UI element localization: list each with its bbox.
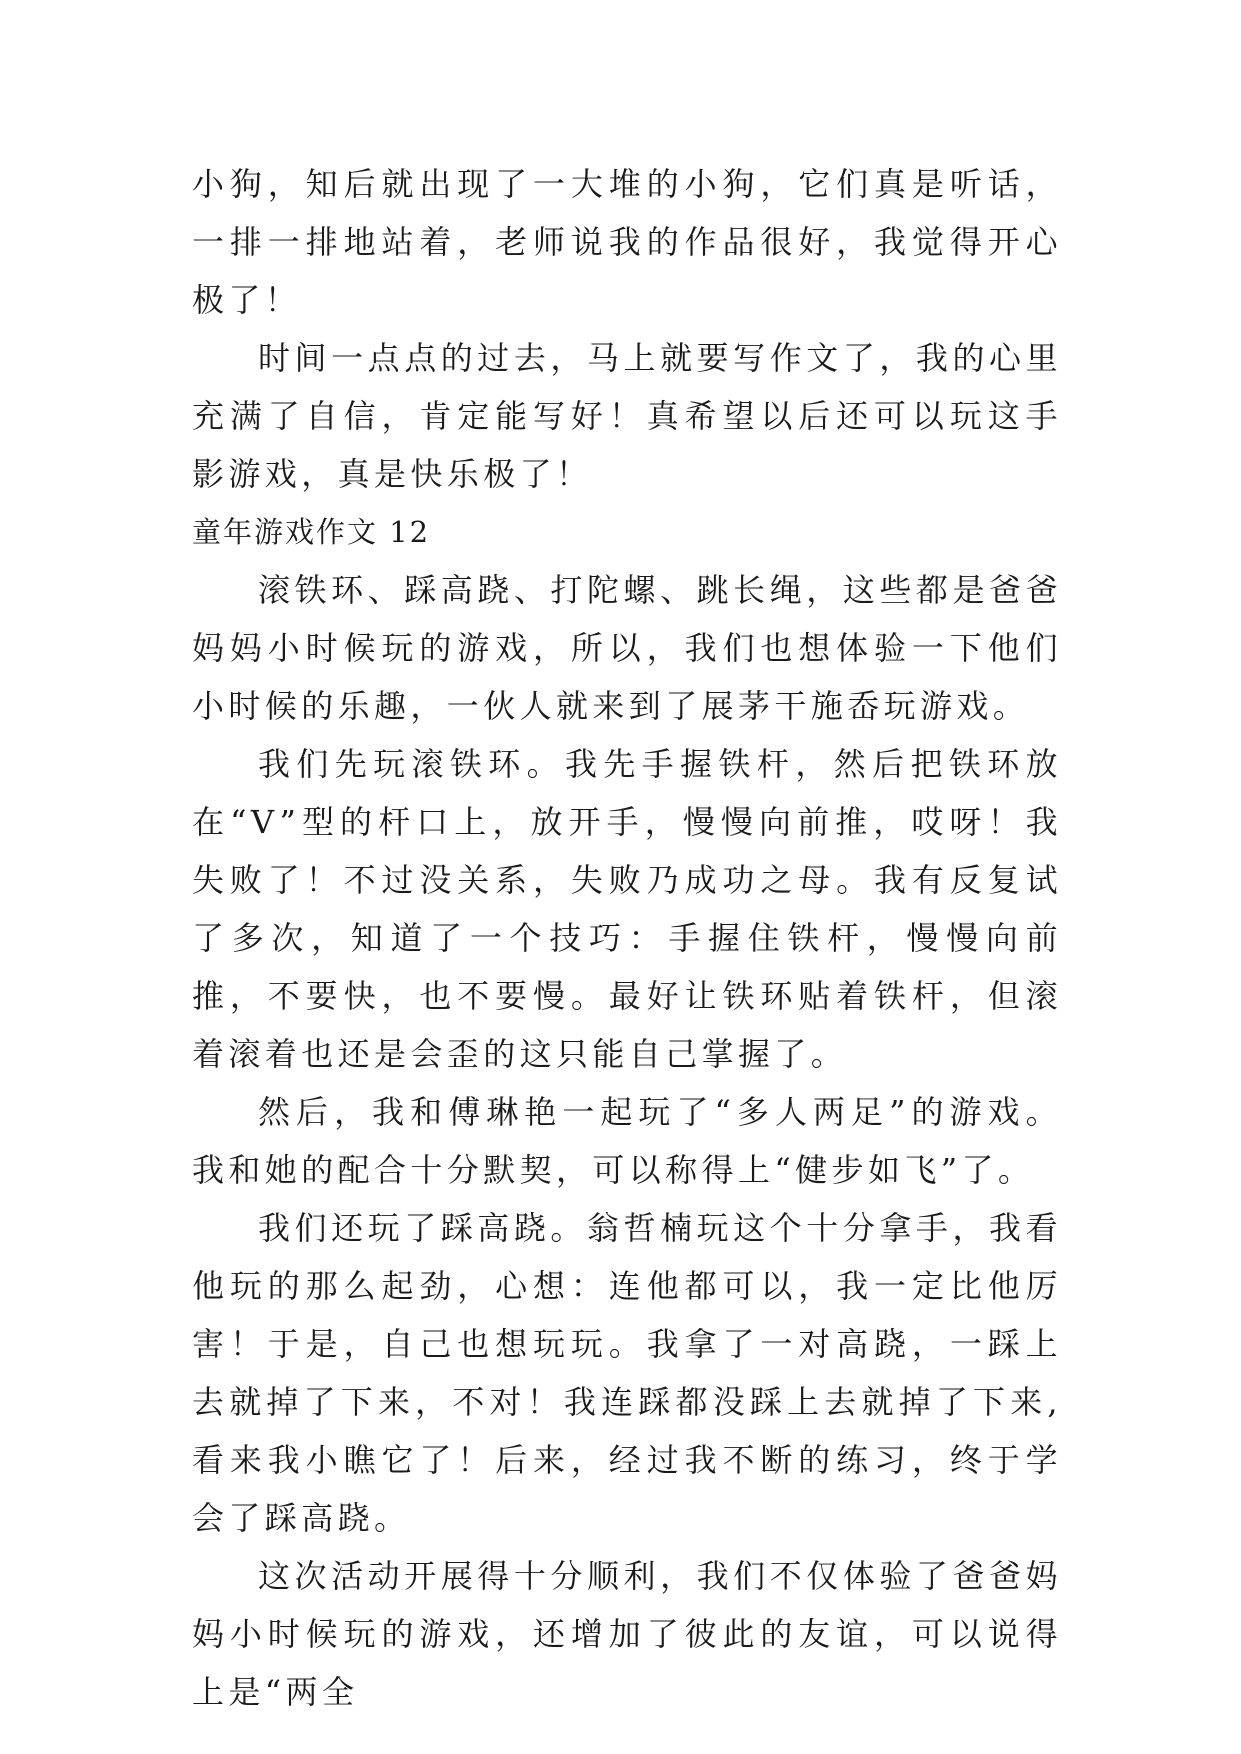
paragraph: 这次活动开展得十分顺利，我们不仅体验了爸爸妈妈小时候玩的游戏，还增加了彼此的友谊，可以说得上是“两全 [192, 1557, 1062, 1711]
section-heading: 童年游戏作文 12 [192, 515, 431, 549]
paragraph: 然后，我和傅琳艳一起玩了“多人两足”的游戏。我和她的配合十分默契，可以称得上“健步如飞”了。 [192, 1093, 1062, 1189]
paragraph: 我们先玩滚铁环。我先手握铁杆，然后把铁环放在“V”型的杆口上，放开手，慢慢向前推，哎呀！我失败了！不过没关系，失败乃成功之母。我有反复试了多次，知道了一个技巧：手握住铁杆，慢慢向前推，不要快，也不要慢。最好让铁环贴着铁杆，但滚着滚着也还是会歪的这只能自己掌握了。 [192, 745, 1062, 1073]
paragraph: 小狗，知后就出现了一大堆的小狗，它们真是听话，一排一排地站着，老师说我的作品很好，我觉得开心极了！ [192, 165, 1062, 319]
document-page [192, 155, 1062, 1721]
paragraph: 我们还玩了踩高跷。翁哲楠玩这个十分拿手，我看他玩的那么起劲，心想：连他都可以，我一定比他厉害！于是，自己也想玩玩。我拿了一对高跷，一踩上去就掉了下来，不对！我连踩都没踩上去就掉了下来,看来我小瞧它了！后来，经过我不断的练习，终于学会了踩高跷。 [192, 1209, 1062, 1537]
paragraph: 滚铁环、踩高跷、打陀螺、跳长绳，这些都是爸爸妈妈小时候玩的游戏，所以，我们也想体验一下他们小时候的乐趣，一伙人就来到了展茅干施岙玩游戏。 [192, 571, 1062, 725]
paragraph: 时间一点点的过去，马上就要写作文了，我的心里充满了自信，肯定能写好！真希望以后还可以玩这手影游戏，真是快乐极了！ [192, 339, 1062, 493]
